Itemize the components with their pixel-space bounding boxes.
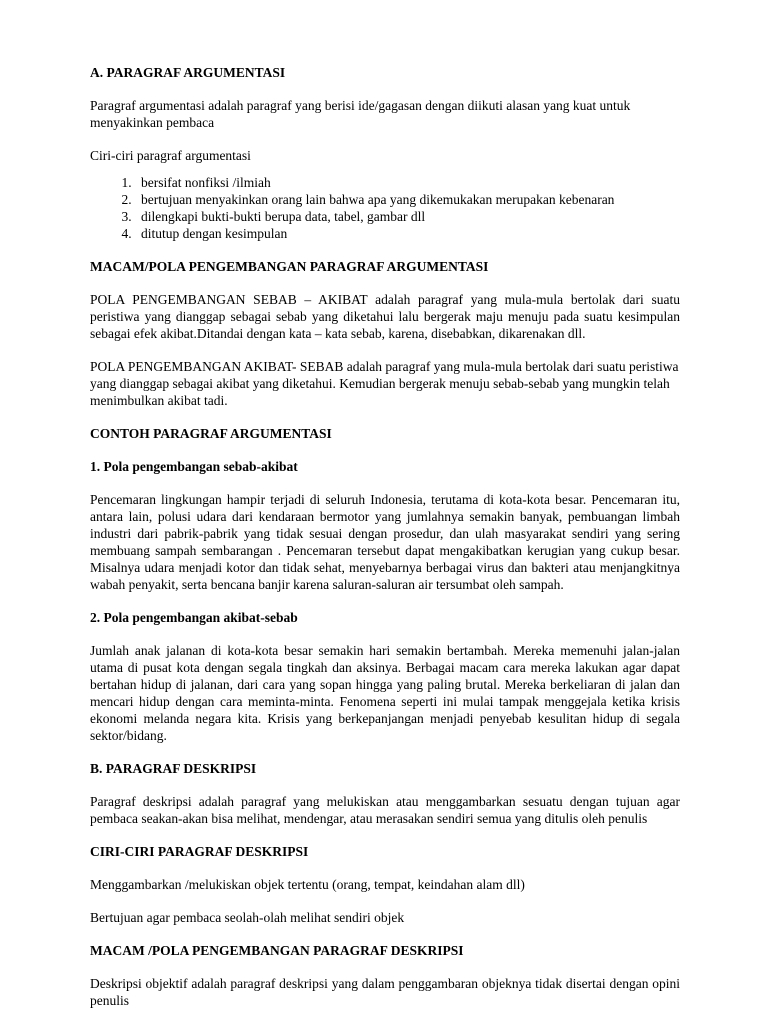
paragraph-ciri-deskripsi-1: Menggambarkan /melukiskan objek tertentu (orang, tempat, keindahan alam dll) xyxy=(90,877,525,892)
paragraph-pola-sebab-akibat: POLA PENGEMBANGAN SEBAB – AKIBAT adalah paragraf yang mula-mula bertolak dari suatu peristiwa yang dianggap sebagai sebab yang diketahui lalu bergerak maju menuju pada suatu kesimpulan sebagai efek akibat.Ditandai dengan kata – kata sebab, karena, disebabkan, dikarenakan dll. xyxy=(90,292,680,341)
paragraph-ciri-deskripsi-2: Bertujuan agar pembaca seolah-olah melihat sendiri objek xyxy=(90,910,405,925)
list-item: 2. bertujuan menyakinkan orang lain bahwa apa yang dikemukakan merupakan kebenaran xyxy=(135,191,680,208)
paragraph-contoh-2-anak-jalanan: Jumlah anak jalanan di kota-kota besar semakin hari semakin bertambah. Mereka memenuhi jalan-jalan utama di pusat kota dengan segala tingkah dan aksinya. Berbagai macam cara mereka lakukan agar dapat bertahan hidup di jalanan, dari cara yang sopan hingga yang paling brutal. Mereka berkeliaran di jalan dan mencari hidup dengan cara meminta-minta. Fenomena seperti ini mulai tampak menggejala ketika krisis ekonomi melanda negara kita. Krisis yang berkepanjangan menjadi penyebab kesulitan hidup di segala sektor/bidang. xyxy=(90,643,680,743)
list-item: 3. dilengkapi bukti-bukti berupa data, tabel, gambar dll xyxy=(135,208,680,225)
heading-paragraf-argumentasi: A. PARAGRAF ARGUMENTASI xyxy=(90,65,286,80)
paragraph-deskripsi-definition: Paragraf deskripsi adalah paragraf yang melukiskan atau menggambarkan sesuatu dengan tujuan agar pembaca seakan-akan bisa melihat, mendengar, atau merasakan sendiri semua yang ditulis oleh penulis xyxy=(90,794,680,826)
heading-paragraf-deskripsi: B. PARAGRAF DESKRIPSI xyxy=(90,761,257,776)
spacer xyxy=(90,164,680,174)
heading-contoh-paragraf-argumentasi: CONTOH PARAGRAF ARGUMENTASI xyxy=(90,426,332,441)
heading-contoh-1-sebab-akibat: 1. Pola pengembangan sebab-akibat xyxy=(90,459,298,474)
label-ciri-ciri-argumentasi: Ciri-ciri paragraf argumentasi xyxy=(90,148,251,163)
heading-macam-pola-deskripsi: MACAM /POLA PENGEMBANGAN PARAGRAF DESKRIPSI xyxy=(90,943,464,958)
document-body xyxy=(90,64,680,1009)
list-item: 1. bersifat nonfiksi /ilmiah xyxy=(135,174,680,191)
paragraph-deskripsi-objektif: Deskripsi objektif adalah paragraf deskripsi yang dalam penggambaran objeknya tidak disertai dengan opini penulis xyxy=(90,976,680,1008)
paragraph-argumentasi-definition: Paragraf argumentasi adalah paragraf yang berisi ide/gagasan dengan diikuti alasan yang kuat untuk menyakinkan pembaca xyxy=(90,98,631,130)
heading-ciri-ciri-deskripsi: CIRI-CIRI PARAGRAF DESKRIPSI xyxy=(90,844,309,859)
heading-macam-pola-argumentasi: MACAM/POLA PENGEMBANGAN PARAGRAF ARGUMENTASI xyxy=(90,259,489,274)
list-item: 4. ditutup dengan kesimpulan xyxy=(135,225,680,242)
list-ciri-ciri-argumentasi xyxy=(90,174,680,242)
paragraph-pola-akibat-sebab: POLA PENGEMBANGAN AKIBAT- SEBAB adalah paragraf yang mula-mula bertolak dari suatu peristiwa yang dianggap sebagai akibat yang diketahui. Kemudian bergerak menuju sebab-sebab yang mungkin telah menimbulkan akibat tadi. xyxy=(90,359,679,408)
paragraph-contoh-1-pencemaran: Pencemaran lingkungan hampir terjadi di seluruh Indonesia, terutama di kota-kota besar. Pencemaran itu, antara lain, polusi udara dari kendaraan bermotor yang jumlahnya semakin banyak, pembuangan limbah industri dari pabrik-pabrik yang tidak sesuai dengan prosedur, dan ulah masyarakat sendiri yang sering membuang sampah sembarangan . Pencemaran tersebut dapat mengakibatkan kerugian yang cukup besar. Misalnya udara menjadi kotor dan tidak sehat, menyebarnya berbagai virus dan bakteri atau menjangkitnya wabah penyakit, serta bencana banjir karena saluran-saluran air tersumbat oleh sampah. xyxy=(90,492,680,592)
heading-contoh-2-akibat-sebab: 2. Pola pengembangan akibat-sebab xyxy=(90,610,298,625)
